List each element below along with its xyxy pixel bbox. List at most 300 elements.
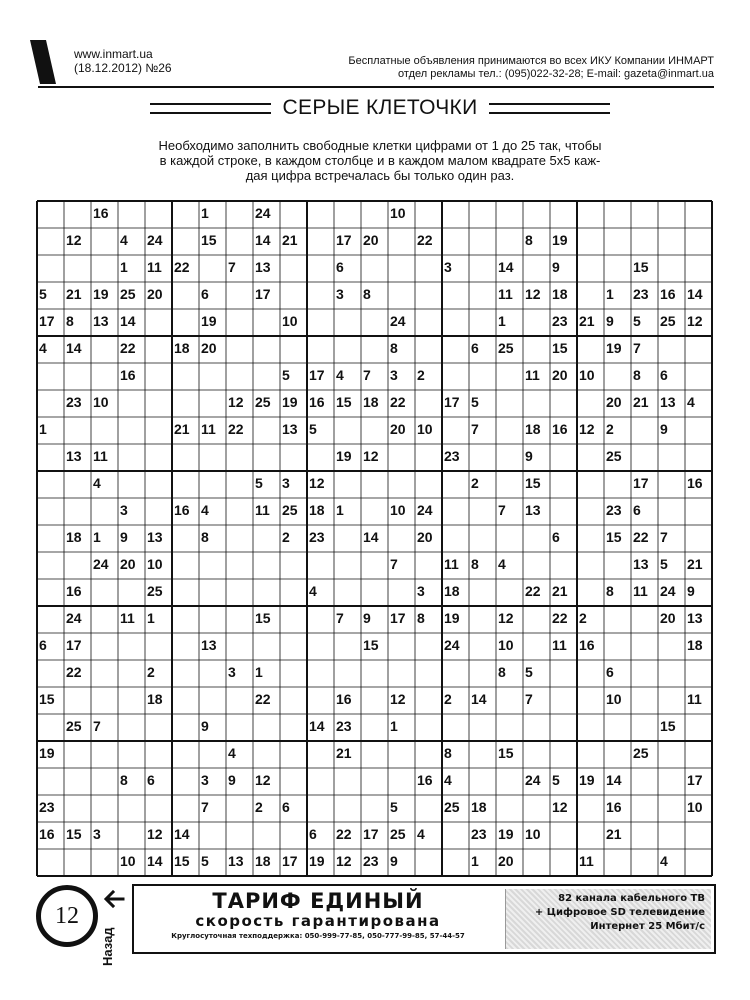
grid-cell[interactable]: 20 — [660, 610, 676, 626]
grid-cell[interactable]: 4 — [687, 394, 695, 410]
grid-cell[interactable]: 25 — [255, 394, 271, 410]
grid-cell[interactable]: 19 — [201, 313, 217, 329]
grid-cell[interactable] — [360, 551, 387, 578]
grid-cell[interactable] — [171, 686, 198, 713]
grid-cell[interactable] — [306, 632, 333, 659]
grid-cell[interactable] — [360, 416, 387, 443]
grid-cell[interactable]: 3 — [336, 286, 344, 302]
grid-cell[interactable]: 12 — [525, 286, 541, 302]
grid-cell[interactable] — [603, 227, 630, 254]
grid-cell[interactable] — [90, 497, 117, 524]
grid-cell[interactable] — [252, 362, 279, 389]
grid-cell[interactable]: 7 — [93, 718, 101, 734]
grid-cell[interactable]: 11 — [120, 610, 135, 626]
grid-cell[interactable]: 25 — [660, 313, 676, 329]
grid-cell[interactable] — [171, 308, 198, 335]
grid-cell[interactable] — [36, 389, 63, 416]
grid-cell[interactable] — [576, 659, 603, 686]
grid-cell[interactable] — [414, 389, 441, 416]
grid-cell[interactable]: 18 — [147, 691, 163, 707]
grid-cell[interactable] — [414, 281, 441, 308]
grid-cell[interactable]: 16 — [309, 394, 325, 410]
grid-cell[interactable]: 17 — [390, 610, 406, 626]
grid-cell[interactable]: 3 — [120, 502, 128, 518]
grid-cell[interactable]: 14 — [174, 826, 190, 842]
grid-cell[interactable]: 18 — [66, 529, 82, 545]
grid-cell[interactable] — [414, 335, 441, 362]
grid-cell[interactable]: 8 — [498, 664, 506, 680]
grid-cell[interactable] — [36, 470, 63, 497]
grid-cell[interactable]: 10 — [579, 367, 595, 383]
grid-cell[interactable]: 13 — [633, 556, 649, 572]
grid-cell[interactable]: 14 — [255, 232, 271, 248]
grid-cell[interactable]: 17 — [633, 475, 649, 491]
grid-cell[interactable]: 6 — [201, 286, 209, 302]
grid-cell[interactable] — [90, 686, 117, 713]
grid-cell[interactable]: 12 — [687, 313, 703, 329]
grid-cell[interactable]: 19 — [93, 286, 109, 302]
grid-cell[interactable] — [90, 848, 117, 875]
grid-cell[interactable] — [522, 524, 549, 551]
grid-cell[interactable] — [522, 605, 549, 632]
grid-cell[interactable]: 10 — [498, 637, 514, 653]
grid-cell[interactable]: 15 — [552, 340, 568, 356]
grid-cell[interactable] — [657, 200, 684, 227]
grid-cell[interactable] — [252, 632, 279, 659]
grid-cell[interactable] — [549, 740, 576, 767]
grid-cell[interactable]: 5 — [471, 394, 479, 410]
grid-cell[interactable] — [36, 578, 63, 605]
grid-cell[interactable]: 9 — [390, 853, 398, 869]
grid-cell[interactable] — [630, 605, 657, 632]
grid-cell[interactable] — [441, 848, 468, 875]
grid-cell[interactable]: 20 — [606, 394, 622, 410]
grid-cell[interactable] — [360, 767, 387, 794]
grid-cell[interactable] — [441, 200, 468, 227]
grid-cell[interactable]: 17 — [39, 313, 55, 329]
grid-cell[interactable] — [576, 200, 603, 227]
grid-cell[interactable]: 10 — [417, 421, 433, 437]
grid-cell[interactable] — [171, 524, 198, 551]
grid-cell[interactable] — [549, 470, 576, 497]
grid-cell[interactable] — [387, 470, 414, 497]
grid-cell[interactable]: 9 — [228, 772, 236, 788]
grid-cell[interactable] — [117, 578, 144, 605]
grid-cell[interactable] — [576, 470, 603, 497]
grid-cell[interactable]: 15 — [606, 529, 622, 545]
grid-cell[interactable]: 22 — [417, 232, 433, 248]
grid-cell[interactable]: 11 — [444, 556, 459, 572]
grid-cell[interactable] — [306, 281, 333, 308]
grid-cell[interactable] — [576, 227, 603, 254]
grid-cell[interactable]: 13 — [93, 313, 109, 329]
grid-cell[interactable] — [198, 605, 225, 632]
grid-cell[interactable] — [198, 443, 225, 470]
grid-cell[interactable]: 25 — [66, 718, 82, 734]
grid-cell[interactable]: 22 — [66, 664, 82, 680]
grid-cell[interactable]: 11 — [201, 421, 216, 437]
grid-cell[interactable] — [684, 443, 711, 470]
grid-cell[interactable]: 8 — [444, 745, 452, 761]
grid-cell[interactable] — [225, 632, 252, 659]
grid-cell[interactable] — [468, 227, 495, 254]
grid-cell[interactable]: 23 — [66, 394, 82, 410]
grid-cell[interactable] — [252, 740, 279, 767]
grid-cell[interactable]: 21 — [282, 232, 298, 248]
grid-cell[interactable]: 2 — [606, 421, 614, 437]
grid-cell[interactable] — [414, 200, 441, 227]
grid-cell[interactable] — [360, 713, 387, 740]
grid-cell[interactable] — [306, 686, 333, 713]
grid-cell[interactable] — [468, 740, 495, 767]
grid-cell[interactable] — [117, 632, 144, 659]
grid-cell[interactable]: 3 — [201, 772, 209, 788]
grid-cell[interactable] — [306, 794, 333, 821]
grid-cell[interactable]: 20 — [552, 367, 568, 383]
grid-cell[interactable]: 1 — [147, 610, 155, 626]
grid-cell[interactable] — [144, 632, 171, 659]
grid-cell[interactable] — [225, 524, 252, 551]
grid-cell[interactable] — [279, 659, 306, 686]
grid-cell[interactable]: 13 — [525, 502, 541, 518]
grid-cell[interactable]: 13 — [282, 421, 298, 437]
grid-cell[interactable] — [630, 794, 657, 821]
grid-cell[interactable] — [495, 578, 522, 605]
grid-cell[interactable]: 12 — [255, 772, 271, 788]
grid-cell[interactable]: 14 — [363, 529, 379, 545]
grid-cell[interactable]: 1 — [390, 718, 398, 734]
grid-cell[interactable] — [360, 686, 387, 713]
grid-cell[interactable]: 8 — [120, 772, 128, 788]
grid-cell[interactable] — [360, 794, 387, 821]
grid-cell[interactable] — [684, 200, 711, 227]
grid-cell[interactable]: 23 — [552, 313, 568, 329]
grid-cell[interactable]: 13 — [228, 853, 244, 869]
grid-cell[interactable] — [225, 470, 252, 497]
grid-cell[interactable]: 11 — [498, 286, 513, 302]
grid-cell[interactable]: 25 — [147, 583, 163, 599]
grid-cell[interactable] — [225, 713, 252, 740]
grid-cell[interactable] — [90, 335, 117, 362]
grid-cell[interactable]: 15 — [66, 826, 82, 842]
back-arrow-icon[interactable] — [103, 888, 125, 910]
grid-cell[interactable]: 5 — [255, 475, 263, 491]
grid-cell[interactable] — [171, 362, 198, 389]
grid-cell[interactable]: 19 — [336, 448, 352, 464]
grid-cell[interactable]: 13 — [66, 448, 82, 464]
grid-cell[interactable] — [144, 470, 171, 497]
grid-cell[interactable] — [387, 254, 414, 281]
grid-cell[interactable]: 14 — [120, 313, 136, 329]
grid-cell[interactable]: 14 — [66, 340, 82, 356]
grid-cell[interactable]: 17 — [255, 286, 271, 302]
grid-cell[interactable]: 8 — [201, 529, 209, 545]
grid-cell[interactable]: 17 — [444, 394, 460, 410]
grid-cell[interactable] — [495, 416, 522, 443]
grid-cell[interactable] — [414, 686, 441, 713]
grid-cell[interactable]: 9 — [606, 313, 614, 329]
grid-cell[interactable]: 6 — [336, 259, 344, 275]
grid-cell[interactable]: 20 — [201, 340, 217, 356]
grid-cell[interactable] — [333, 659, 360, 686]
grid-cell[interactable]: 13 — [201, 637, 217, 653]
grid-cell[interactable] — [684, 254, 711, 281]
grid-cell[interactable] — [171, 578, 198, 605]
grid-cell[interactable] — [306, 227, 333, 254]
grid-cell[interactable]: 5 — [660, 556, 668, 572]
grid-cell[interactable] — [549, 848, 576, 875]
grid-cell[interactable]: 13 — [147, 529, 163, 545]
grid-cell[interactable] — [36, 767, 63, 794]
site-url[interactable]: www.inmart.ua — [74, 47, 153, 61]
grid-cell[interactable]: 17 — [363, 826, 379, 842]
grid-cell[interactable] — [414, 659, 441, 686]
grid-cell[interactable]: 14 — [147, 853, 163, 869]
grid-cell[interactable] — [171, 200, 198, 227]
grid-cell[interactable] — [387, 578, 414, 605]
grid-cell[interactable] — [306, 443, 333, 470]
grid-cell[interactable] — [252, 551, 279, 578]
grid-cell[interactable] — [198, 254, 225, 281]
grid-cell[interactable] — [522, 848, 549, 875]
grid-cell[interactable] — [387, 659, 414, 686]
grid-cell[interactable]: 11 — [525, 367, 540, 383]
grid-cell[interactable] — [495, 227, 522, 254]
grid-cell[interactable] — [441, 497, 468, 524]
grid-cell[interactable] — [576, 551, 603, 578]
grid-cell[interactable] — [549, 443, 576, 470]
grid-cell[interactable] — [414, 713, 441, 740]
grid-cell[interactable]: 14 — [606, 772, 622, 788]
grid-cell[interactable]: 6 — [282, 799, 290, 815]
grid-cell[interactable] — [306, 551, 333, 578]
grid-cell[interactable] — [198, 470, 225, 497]
grid-cell[interactable] — [441, 524, 468, 551]
grid-cell[interactable] — [225, 227, 252, 254]
grid-cell[interactable]: 20 — [417, 529, 433, 545]
grid-cell[interactable] — [576, 443, 603, 470]
grid-cell[interactable]: 7 — [228, 259, 236, 275]
grid-cell[interactable] — [36, 497, 63, 524]
grid-cell[interactable]: 19 — [444, 610, 460, 626]
grid-cell[interactable]: 19 — [498, 826, 514, 842]
grid-cell[interactable]: 10 — [147, 556, 163, 572]
grid-cell[interactable] — [576, 686, 603, 713]
grid-cell[interactable] — [225, 362, 252, 389]
grid-cell[interactable]: 10 — [390, 502, 406, 518]
grid-cell[interactable]: 6 — [471, 340, 479, 356]
grid-cell[interactable] — [603, 362, 630, 389]
grid-cell[interactable] — [36, 605, 63, 632]
grid-cell[interactable] — [576, 740, 603, 767]
grid-cell[interactable]: 24 — [66, 610, 82, 626]
grid-cell[interactable]: 23 — [363, 853, 379, 869]
grid-cell[interactable] — [36, 848, 63, 875]
grid-cell[interactable]: 5 — [201, 853, 209, 869]
grid-cell[interactable]: 17 — [282, 853, 298, 869]
grid-cell[interactable]: 5 — [552, 772, 560, 788]
grid-cell[interactable]: 4 — [660, 853, 668, 869]
grid-cell[interactable]: 24 — [660, 583, 676, 599]
grid-cell[interactable]: 18 — [687, 637, 703, 653]
grid-cell[interactable] — [279, 632, 306, 659]
grid-cell[interactable]: 21 — [606, 826, 622, 842]
grid-cell[interactable] — [279, 740, 306, 767]
grid-cell[interactable] — [576, 713, 603, 740]
grid-cell[interactable]: 25 — [282, 502, 298, 518]
grid-cell[interactable]: 22 — [552, 610, 568, 626]
grid-cell[interactable] — [576, 497, 603, 524]
grid-cell[interactable]: 21 — [633, 394, 649, 410]
grid-cell[interactable]: 16 — [120, 367, 136, 383]
grid-cell[interactable]: 11 — [552, 637, 567, 653]
grid-cell[interactable] — [117, 416, 144, 443]
grid-cell[interactable]: 6 — [660, 367, 668, 383]
grid-cell[interactable]: 5 — [525, 664, 533, 680]
grid-cell[interactable] — [90, 794, 117, 821]
grid-cell[interactable] — [684, 416, 711, 443]
grid-cell[interactable] — [657, 227, 684, 254]
grid-cell[interactable] — [495, 200, 522, 227]
grid-cell[interactable]: 24 — [390, 313, 406, 329]
grid-cell[interactable] — [576, 254, 603, 281]
grid-cell[interactable] — [225, 443, 252, 470]
grid-cell[interactable]: 19 — [606, 340, 622, 356]
grid-cell[interactable] — [549, 551, 576, 578]
grid-cell[interactable] — [63, 794, 90, 821]
grid-cell[interactable] — [225, 551, 252, 578]
grid-cell[interactable] — [468, 281, 495, 308]
grid-cell[interactable] — [90, 578, 117, 605]
grid-cell[interactable] — [144, 335, 171, 362]
grid-cell[interactable] — [117, 740, 144, 767]
grid-cell[interactable]: 9 — [660, 421, 668, 437]
grid-cell[interactable] — [171, 794, 198, 821]
grid-cell[interactable]: 24 — [93, 556, 109, 572]
grid-cell[interactable]: 7 — [363, 367, 371, 383]
grid-cell[interactable] — [144, 794, 171, 821]
grid-cell[interactable] — [387, 227, 414, 254]
grid-cell[interactable]: 12 — [336, 853, 352, 869]
grid-cell[interactable] — [630, 659, 657, 686]
grid-cell[interactable] — [495, 470, 522, 497]
grid-cell[interactable]: 11 — [147, 259, 162, 275]
grid-cell[interactable]: 25 — [390, 826, 406, 842]
grid-cell[interactable] — [198, 686, 225, 713]
grid-cell[interactable]: 15 — [39, 691, 55, 707]
grid-cell[interactable] — [441, 281, 468, 308]
grid-cell[interactable]: 1 — [471, 853, 479, 869]
grid-cell[interactable]: 23 — [444, 448, 460, 464]
grid-cell[interactable]: 23 — [633, 286, 649, 302]
grid-cell[interactable] — [225, 686, 252, 713]
grid-cell[interactable] — [306, 308, 333, 335]
grid-cell[interactable] — [360, 200, 387, 227]
grid-cell[interactable] — [387, 632, 414, 659]
grid-cell[interactable] — [225, 308, 252, 335]
grid-cell[interactable] — [63, 767, 90, 794]
grid-cell[interactable]: 1 — [498, 313, 506, 329]
grid-cell[interactable]: 3 — [228, 664, 236, 680]
grid-cell[interactable]: 25 — [633, 745, 649, 761]
grid-cell[interactable] — [63, 254, 90, 281]
grid-cell[interactable]: 8 — [471, 556, 479, 572]
grid-cell[interactable] — [630, 632, 657, 659]
grid-cell[interactable]: 22 — [525, 583, 541, 599]
grid-cell[interactable]: 1 — [93, 529, 101, 545]
grid-cell[interactable] — [657, 470, 684, 497]
grid-cell[interactable]: 14 — [471, 691, 487, 707]
grid-cell[interactable]: 18 — [471, 799, 487, 815]
grid-cell[interactable]: 8 — [363, 286, 371, 302]
grid-cell[interactable]: 15 — [660, 718, 676, 734]
grid-cell[interactable] — [63, 740, 90, 767]
grid-cell[interactable]: 16 — [174, 502, 190, 518]
grid-cell[interactable] — [468, 497, 495, 524]
grid-cell[interactable] — [279, 713, 306, 740]
grid-cell[interactable]: 3 — [93, 826, 101, 842]
grid-cell[interactable]: 11 — [93, 448, 108, 464]
grid-cell[interactable]: 3 — [444, 259, 452, 275]
grid-cell[interactable] — [468, 578, 495, 605]
grid-cell[interactable] — [306, 740, 333, 767]
grid-cell[interactable] — [90, 254, 117, 281]
grid-cell[interactable] — [630, 767, 657, 794]
grid-cell[interactable] — [603, 713, 630, 740]
grid-cell[interactable] — [684, 821, 711, 848]
grid-cell[interactable] — [198, 362, 225, 389]
grid-cell[interactable]: 23 — [606, 502, 622, 518]
grid-cell[interactable] — [90, 416, 117, 443]
grid-cell[interactable]: 18 — [525, 421, 541, 437]
grid-cell[interactable]: 6 — [633, 502, 641, 518]
grid-cell[interactable]: 14 — [687, 286, 703, 302]
grid-cell[interactable]: 9 — [552, 259, 560, 275]
grid-cell[interactable] — [36, 524, 63, 551]
grid-cell[interactable]: 5 — [633, 313, 641, 329]
grid-cell[interactable] — [630, 821, 657, 848]
grid-cell[interactable] — [387, 767, 414, 794]
grid-cell[interactable]: 7 — [660, 529, 668, 545]
grid-cell[interactable] — [198, 551, 225, 578]
grid-cell[interactable] — [225, 335, 252, 362]
grid-cell[interactable]: 23 — [309, 529, 325, 545]
grid-cell[interactable] — [387, 443, 414, 470]
grid-cell[interactable] — [657, 254, 684, 281]
grid-cell[interactable]: 6 — [147, 772, 155, 788]
grid-cell[interactable] — [468, 308, 495, 335]
grid-cell[interactable] — [171, 713, 198, 740]
grid-cell[interactable]: 6 — [309, 826, 317, 842]
grid-cell[interactable]: 25 — [498, 340, 514, 356]
grid-cell[interactable] — [36, 200, 63, 227]
grid-cell[interactable]: 4 — [444, 772, 452, 788]
grid-cell[interactable]: 1 — [201, 205, 209, 221]
grid-cell[interactable] — [468, 362, 495, 389]
grid-cell[interactable]: 7 — [498, 502, 506, 518]
grid-cell[interactable]: 16 — [660, 286, 676, 302]
grid-cell[interactable] — [36, 362, 63, 389]
grid-cell[interactable] — [657, 659, 684, 686]
grid-cell[interactable] — [279, 578, 306, 605]
grid-cell[interactable]: 19 — [552, 232, 568, 248]
grid-cell[interactable]: 12 — [552, 799, 568, 815]
grid-cell[interactable]: 3 — [417, 583, 425, 599]
grid-cell[interactable] — [657, 335, 684, 362]
grid-cell[interactable]: 22 — [633, 529, 649, 545]
grid-cell[interactable] — [36, 551, 63, 578]
grid-cell[interactable]: 15 — [363, 637, 379, 653]
